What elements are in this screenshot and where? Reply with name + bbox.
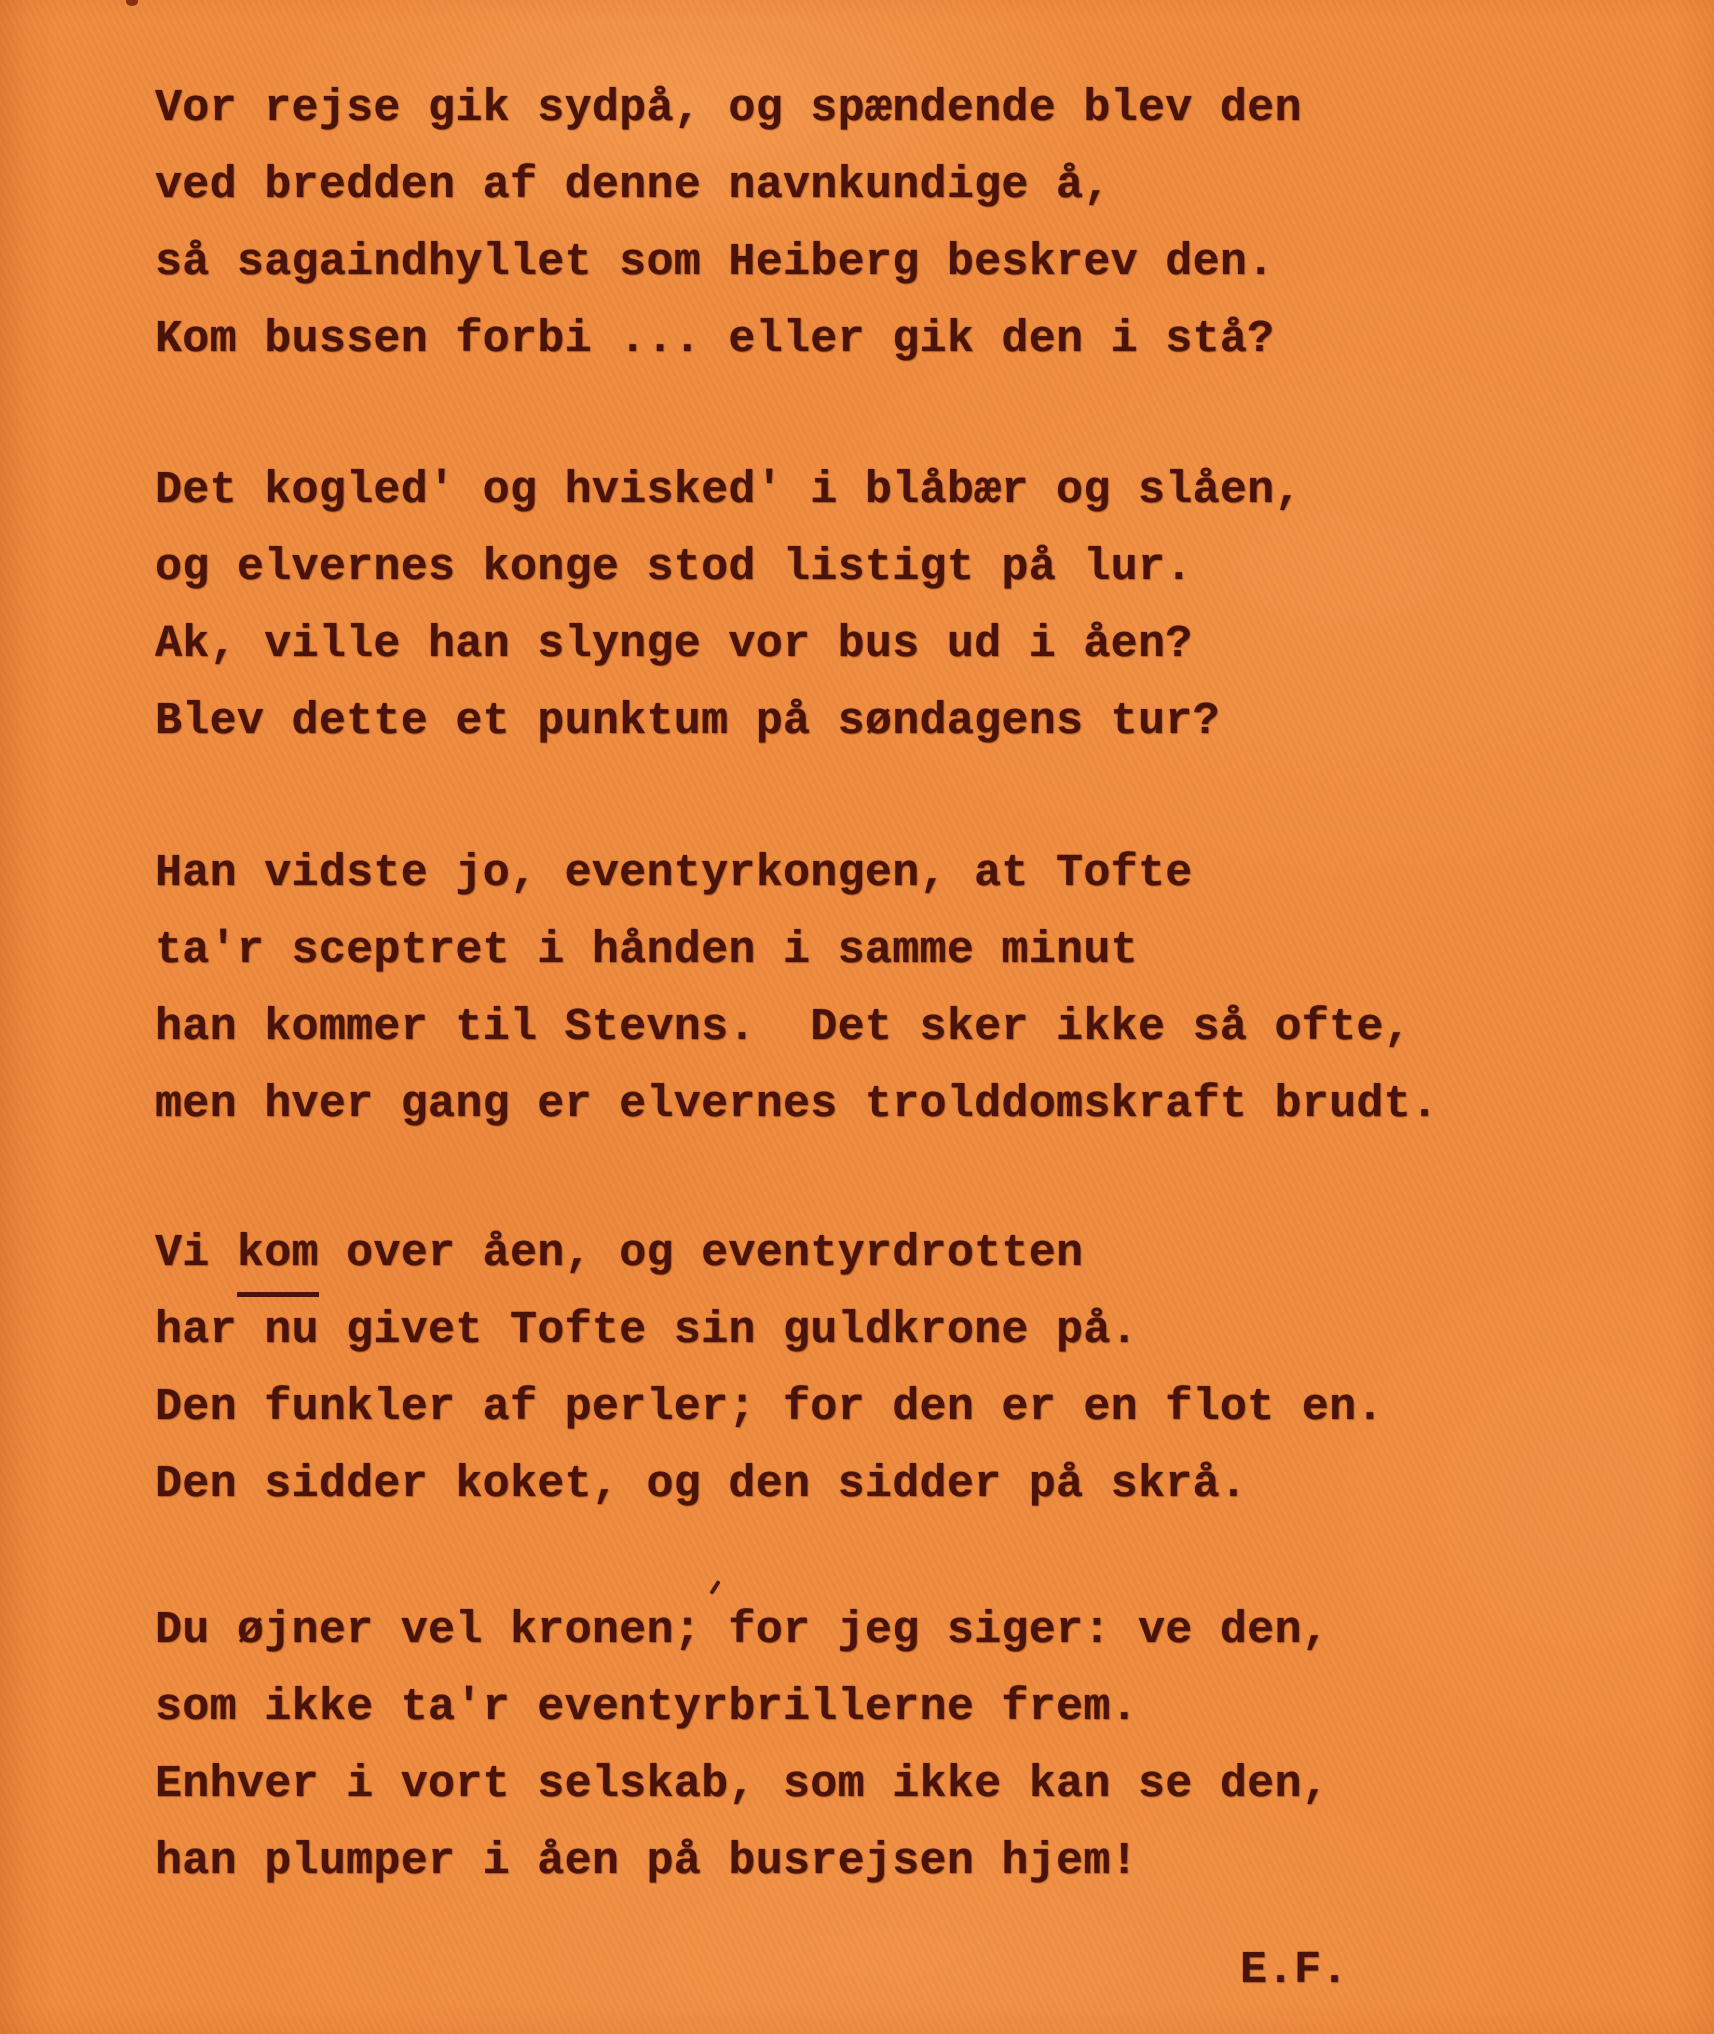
poem-line: han plumper i åen på busrejsen hjem! — [155, 1836, 1138, 1887]
poem-line: Den funkler af perler; for den er en flot en. — [155, 1382, 1384, 1433]
poem-line: Han vidste jo, eventyrkongen, at Tofte — [155, 848, 1193, 899]
poem-line: Vor rejse gik sydpå, og spændende blev den — [155, 83, 1302, 134]
stanza-1 — [155, 70, 1302, 378]
line-text-before: Vi — [155, 1228, 237, 1279]
line-text-after: over åen, og eventyrdrotten — [318, 1228, 1084, 1279]
poem-line: som ikke ta'r eventyrbrillerne frem. — [155, 1682, 1138, 1733]
poem-line: Kom bussen forbi ... eller gik den i stå? — [155, 314, 1275, 365]
poem-line: Det kogled' og hvisked' i blåbær og slåen, — [155, 465, 1302, 516]
poem-line: Du øjner vel kronen; for jeg siger: ve den, — [155, 1605, 1330, 1656]
poem-line: Blev dette et punktum på søndagens tur? — [155, 696, 1220, 747]
author-initials: E.F. — [1240, 1945, 1349, 1996]
poem-line: ved bredden af denne navnkundige å, — [155, 160, 1111, 211]
stanza-3 — [155, 835, 1438, 1143]
poem-line-with-underline — [155, 1215, 1384, 1292]
poem-line: men hver gang er elvernes trolddomskraft brudt. — [155, 1079, 1439, 1130]
poem-line: ta'r sceptret i hånden i samme minut — [155, 925, 1138, 976]
poem-line: og elvernes konge stod listigt på lur. — [155, 542, 1193, 593]
stanza-4 — [155, 1215, 1384, 1523]
stanza-5 — [155, 1592, 1329, 1900]
stanza-2 — [155, 452, 1302, 760]
poem-line: Ak, ville han slynge vor bus ud i åen? — [155, 619, 1193, 670]
poem-line: han kommer til Stevns. Det sker ikke så ofte, — [155, 1002, 1412, 1053]
poem-line: så sagaindhyllet som Heiberg beskrev den. — [155, 237, 1275, 288]
underlined-word: kom — [237, 1215, 319, 1297]
poem-line: har nu givet Tofte sin guldkrone på. — [155, 1305, 1138, 1356]
poem-line: Enhver i vort selskab, som ikke kan se den, — [155, 1759, 1330, 1810]
poem-line: Den sidder koket, og den sidder på skrå. — [155, 1459, 1248, 1510]
